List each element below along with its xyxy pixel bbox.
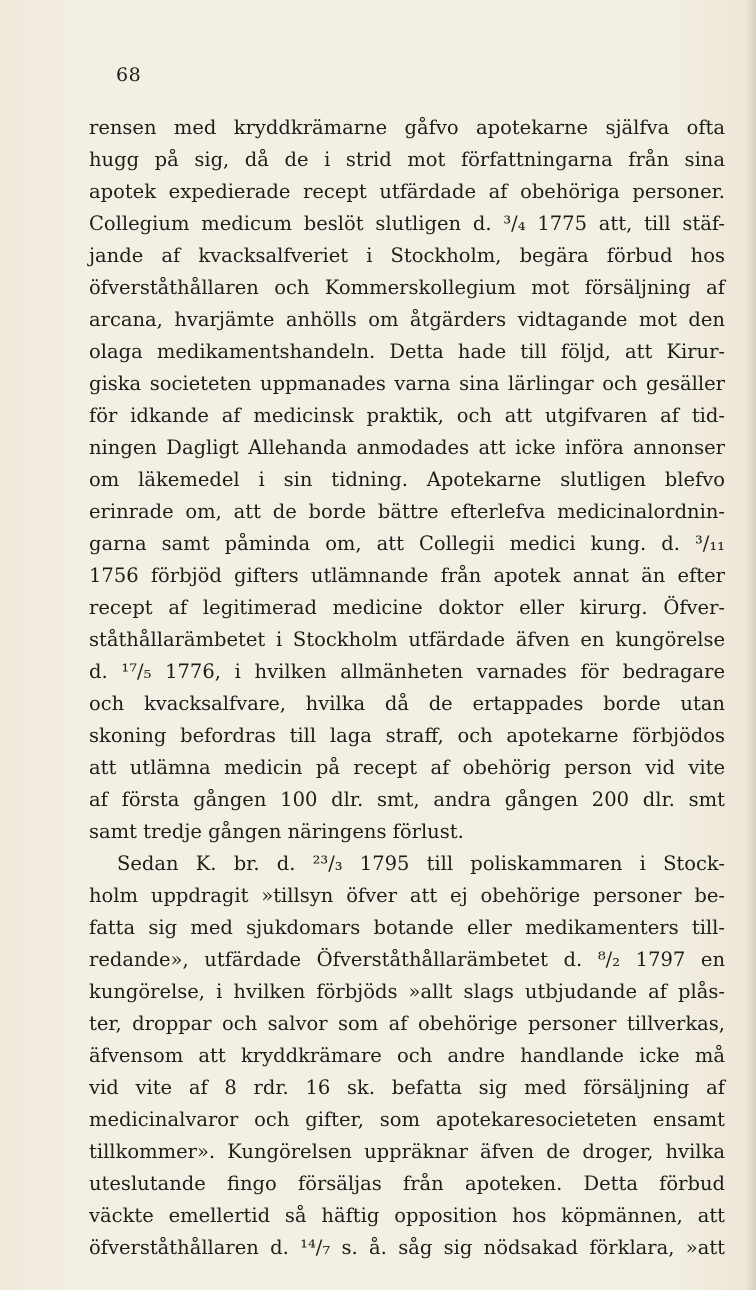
text-line-19: och kvacksalfvare, hvilka då de ertappades borde utan: [89, 692, 725, 715]
text-line-7: arcana, hvarjämte anhölls om åtgärders vidtagande mot den: [89, 308, 725, 331]
body-text: [89, 112, 725, 1264]
text-line-15: 1756 förbjöd gifters utlämnande från apotek annat än efter: [89, 564, 725, 587]
text-line-35: väckte emellertid så häftig opposition hos köpmännen, att: [89, 1204, 725, 1227]
text-line-10: för idkande af medicinsk praktik, och att utgifvaren af tid-: [89, 404, 725, 427]
text-line-28: kungörelse, i hvilken förbjöds »allt slags utbjudande af plås-: [89, 980, 725, 1003]
text-line-26: fatta sig med sjukdomars botande eller medikamenters till-: [89, 916, 725, 939]
text-line-14: garna samt påminda om, att Collegii medici kung. d. ³/₁₁: [89, 532, 725, 555]
text-line-13: erinrade om, att de borde bättre efterlefva medicinalordnin-: [89, 500, 725, 523]
text-line-27: redande», utfärdade Öfverståthållarämbetet d. ⁸/₂ 1797 en: [89, 948, 725, 971]
text-line-33: tillkommer». Kungörelsen uppräknar äfven de droger, hvilka: [89, 1140, 725, 1163]
text-line-3: apotek expedierade recept utfärdade af obehöriga personer.: [89, 180, 725, 203]
text-line-11: ningen Dagligt Allehanda anmodades att icke införa annonser: [89, 436, 725, 459]
text-line-32: medicinalvaror och gifter, som apotekaresocieteten ensamt: [89, 1108, 725, 1131]
text-line-16: recept af legitimerad medicine doktor eller kirurg. Öfver-: [89, 596, 725, 619]
page-edge-shadow: [746, 0, 756, 1290]
text-line-36: öfverståthållaren d. ¹⁴/₇ s. å. såg sig nödsakad förklara, »att: [89, 1236, 725, 1259]
text-line-5: jande af kvacksalfveriet i Stockholm, begära förbud hos: [89, 244, 725, 267]
text-line-12: om läkemedel i sin tidning. Apotekarne slutligen blefvo: [89, 468, 725, 491]
text-line-23: samt tredje gången näringens förlust.: [89, 820, 464, 843]
text-line-6: öfverståthållaren och Kommerskollegium mot försäljning af: [89, 276, 725, 299]
text-line-21: att utlämna medicin på recept af obehörig person vid vite: [89, 756, 725, 779]
text-line-8: olaga medikamentshandeln. Detta hade till följd, att Kirur-: [89, 340, 725, 363]
text-line-29: ter, droppar och salvor som af obehörige personer tillverkas,: [89, 1012, 725, 1035]
text-line-24: Sedan K. br. d. ²³/₃ 1795 till poliskammaren i Stock-: [117, 852, 725, 875]
text-line-4: Collegium medicum beslöt slutligen d. ³/₄ 1775 att, till stäf-: [89, 212, 725, 235]
text-line-22: af första gången 100 dlr. smt, andra gången 200 dlr. smt: [89, 788, 725, 811]
text-line-1: rensen med kryddkrämarne gåfvo apotekarne själfva ofta: [89, 116, 725, 139]
text-line-18: d. ¹⁷/₅ 1776, i hvilken allmänheten varnades för bedragare: [89, 660, 725, 683]
text-line-2: hugg på sig, då de i strid mot författningarna från sina: [89, 148, 725, 171]
text-line-20: skoning befordras till laga straff, och apotekarne förbjödos: [89, 724, 725, 747]
text-line-9: giska societeten uppmanades varna sina lärlingar och gesäller: [89, 372, 725, 395]
text-line-34: uteslutande fingo försäljas från apoteken. Detta förbud: [89, 1172, 725, 1195]
text-line-30: äfvensom att kryddkrämare och andre handlande icke må: [89, 1044, 725, 1067]
page-number: 68: [116, 64, 142, 86]
text-line-25: holm uppdragit »tillsyn öfver att ej obehörige personer be-: [89, 884, 725, 907]
text-line-17: ståthållarämbetet i Stockholm utfärdade äfven en kungörelse: [89, 628, 725, 651]
text-line-31: vid vite af 8 rdr. 16 sk. befatta sig med försäljning af: [89, 1076, 725, 1099]
